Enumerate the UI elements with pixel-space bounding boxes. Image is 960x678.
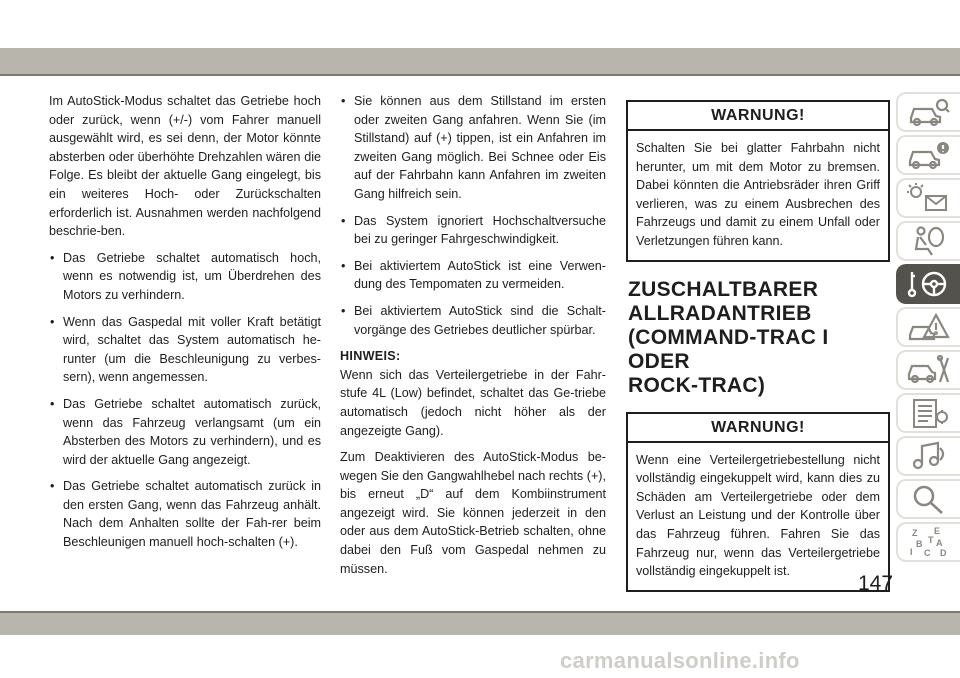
warning-lights-message-icon [906,182,952,214]
column-1 [49,92,321,560]
list-item: • Bei aktiviertem AutoStick sind die Schalt-vorgänge des Getriebes deutlicher spürbar. [340,302,606,339]
warning-title: WARNUNG! [628,414,888,443]
list-item: • Das Getriebe schaltet automatisch zurück in den ersten Gang, wenn das Fahrzeug anhält. Nach dem Anhalten sollte der Fah-rer beim Beschleunigen manuell hoch-schalten (+). [49,477,321,551]
header-rule [0,74,960,76]
intro-paragraph: Im AutoStick-Modus schaltet das Getriebe hoch oder zurück, wenn (+/-) vom Fahrer manuell ausgewählt wird, es sei denn, der Motor könnte absterben oder überhöhte Drehzahlen wären die Folge. Es bleibt der aktuelle Gang eingelegt, bis ein weiteres Hoch- oder Zurückschalten erforderlich ist. Ausnahmen werden nachfolgend beschrie-ben. [49,94,321,239]
deactivate-paragraph: Zum Deaktivieren des AutoStick-Modus be-wegen Sie den Gangwahlhebel nach rechts (+), bis erneut „D“ auf dem Kombiinstrument angezeigt wird. Sie können jederzeit in den oder aus dem AutoStick-Betrieb schalten, ohne dabei den Fuß vom Gaspedal nehmen zu müssen. [340,450,606,576]
car-info-icon [906,139,952,171]
tab-servicing[interactable] [896,350,960,390]
list-item: • Das Getriebe schaltet automatisch hoch, wenn es notwendig ist, um Überdrehen des Motors zu verhindern. [49,249,321,305]
bullet-list-2 [340,92,606,339]
warning-text: Wenn eine Verteilergetriebestellung nicht vollständig eingekuppelt wird, kann dies zu Schäden am Verteilergetriebe oder dem Verlust an Leistung und der Kontrolle über das Fahrzeug führen. Fahren Sie das Fahrzeug nur, wenn das Verteilergetriebe vollständig eingekuppelt ist. [636,452,880,579]
tab-specifications[interactable] [896,393,960,433]
multimedia-music-icon [906,440,952,472]
warning-text: Schalten Sie bei glatter Fahrbahn nicht herunter, um mit dem Motor zu bremsen. Dabei könnten die Antriebsräder ihren Griff verlieren, was zu einem Ausbrechen des Fahrzeugs und damit zu einem Unfall oder Verletzungen führen kann. [636,141,880,248]
warning-box-1 [626,100,890,262]
index-letter: B [916,539,923,549]
header-band [0,48,960,74]
tab-airbag-seat[interactable] [896,221,960,261]
list-item: • Sie können aus dem Stillstand im ersten oder zweiten Gang anfahren. Wenn Sie (im Stillstand) auf (+) tippen, ist ein Anfahren im zweiten Gang möglich. Bei Schnee oder Eis auf der Fahrbahn kann Anfahren im zweiten Gang hilfreich sein. [340,92,606,204]
tab-car-info[interactable] [896,135,960,175]
watermark-text: carmanualsonline.info [560,648,800,673]
alphabet-index-icon [906,526,952,558]
page-number: 147 [858,572,894,595]
list-item: • Das Getriebe schaltet automatisch zurück, wenn das Fahrzeug verlangsamt (um ein Absterben des Motors zu verhindern), und es wird der aktuelle Gang angezeigt. [49,395,321,469]
steering-wheel-key-icon [906,268,952,300]
section-heading [628,278,890,398]
index-letter: A [936,538,943,548]
section-heading-line: ROCK-TRAC) [628,373,766,397]
index-letter: I [910,547,913,557]
index-letter: D [940,548,947,558]
tab-starting-operating[interactable] [896,264,960,304]
chapter-tabs [896,92,960,565]
section-heading-line: ALLRADANTRIEB [628,301,812,325]
bullet-list-1 [49,249,321,552]
warning-box-2 [626,412,890,592]
index-letter: E [934,526,941,536]
tab-customer-assistance[interactable] [896,479,960,519]
index-search-icon [906,483,952,515]
index-letter: T [928,535,934,545]
car-tools-icon [906,354,952,386]
index-letter: Z [912,528,918,538]
footer-band [0,613,960,635]
tab-emergency[interactable] [896,307,960,347]
list-item: • Bei aktiviertem AutoStick ist eine Verwen-dung des Tempomaten zu vermeiden. [340,257,606,294]
warning-title: WARNUNG! [628,102,888,131]
column-2 [340,92,606,586]
maintenance-list-icon [906,397,952,429]
index-letter: C [924,548,931,558]
airbag-seat-icon [906,225,952,257]
section-heading-line: (COMMAND-TRAC I ODER [628,325,829,373]
warning-triangle-car-icon [906,311,952,343]
car-search-icon [906,96,952,128]
tab-warning-lights[interactable] [896,178,960,218]
tab-multimedia[interactable] [896,436,960,476]
note-paragraph: Wenn sich das Verteilergetriebe in der Fahr-stufe 4L (Low) befindet, schaltet das Ge-triebe automatisch (jedoch nicht höher als der angezeigte Gang). [340,367,606,438]
list-item: • Wenn das Gaspedal mit voller Kraft betätigt wird, schaltet das System automatisch he-runter (um die Beschleunigung zu verbes-sern), wenn angemessen. [49,313,321,387]
tab-car-search[interactable] [896,92,960,132]
list-item: • Das System ignoriert Hochschaltversuche bei zu geringer Fahrgeschwindigkeit. [340,212,606,249]
column-3 [626,100,890,592]
section-heading-line: ZUSCHALTBARER [628,277,819,301]
note-heading: HINWEIS: [340,349,401,364]
tab-index[interactable] [896,522,960,562]
